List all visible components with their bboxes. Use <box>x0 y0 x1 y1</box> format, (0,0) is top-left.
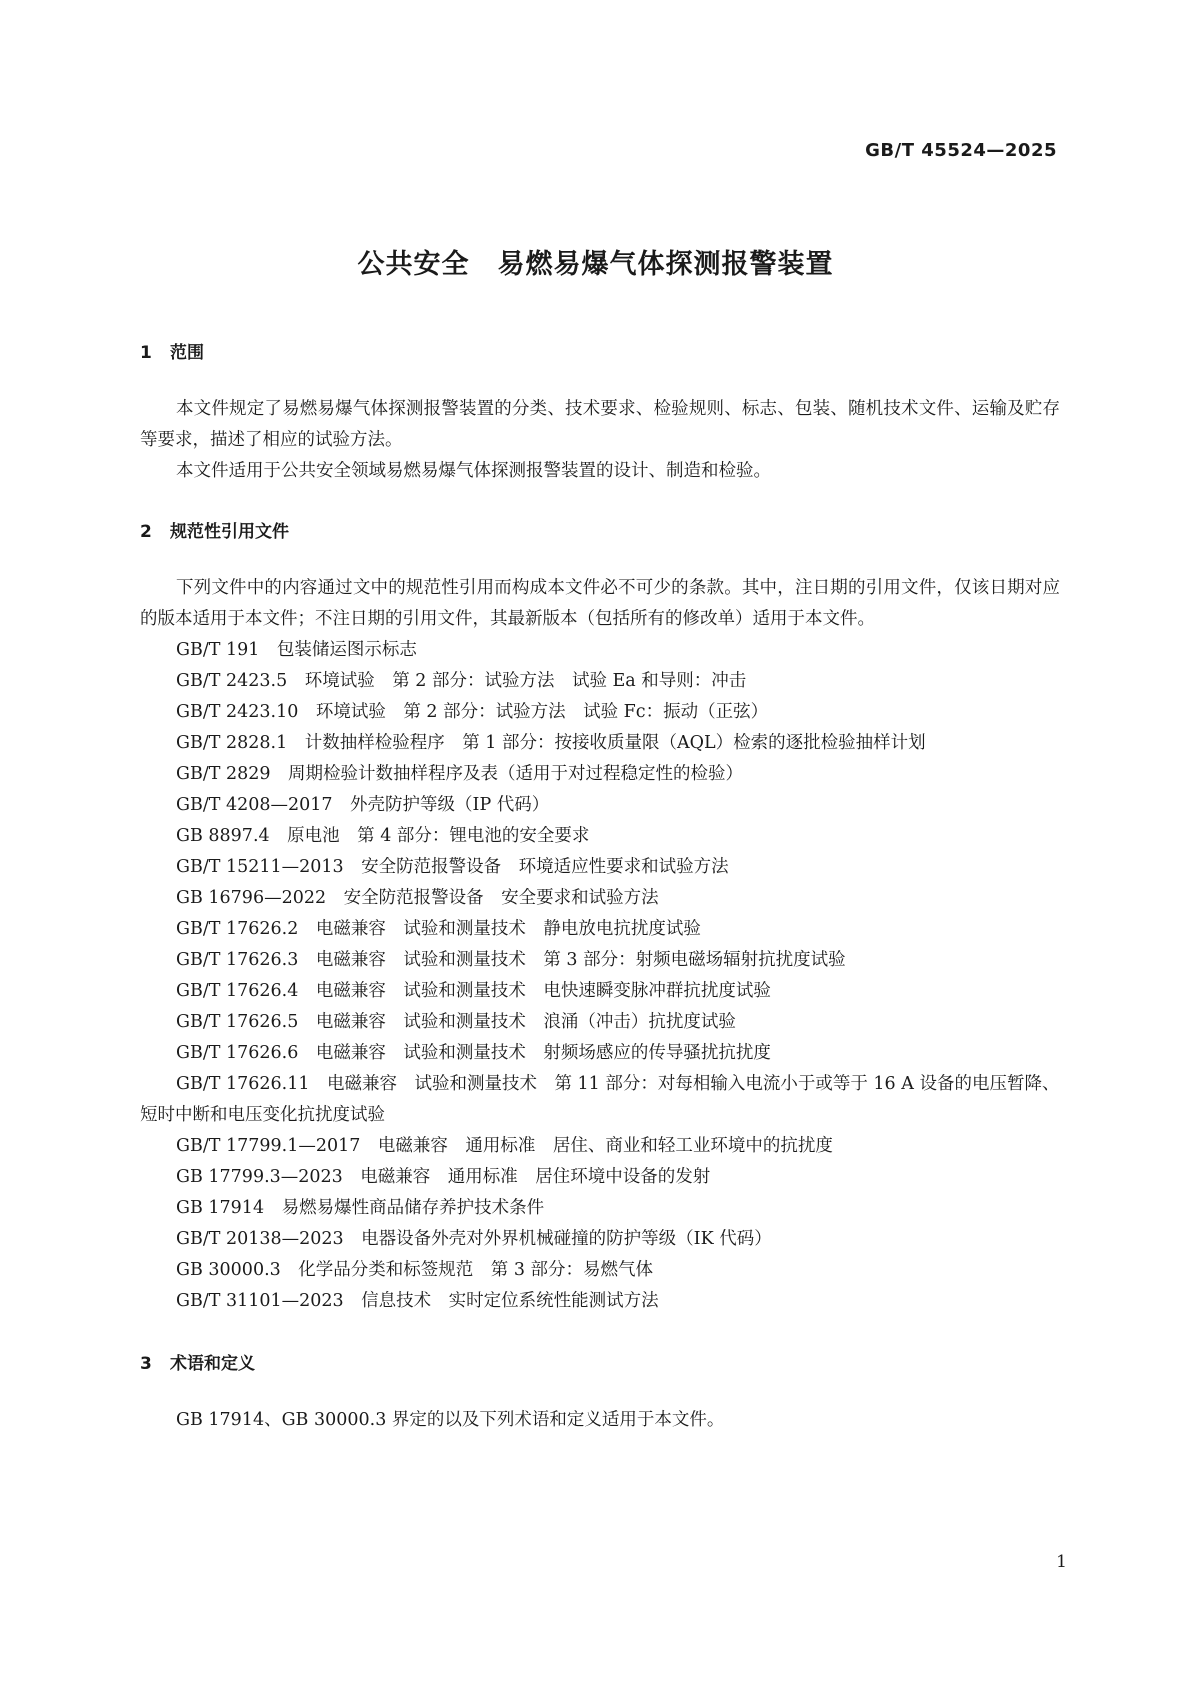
reference-item: GB 17799.3—2023 电磁兼容 通用标准 居住环境中设备的发射 <box>176 1167 711 1187</box>
paragraph: GB 17914、GB 30000.3 界定的以及下列术语和定义适用于本文件。 <box>176 1410 725 1430</box>
section-number: 1 <box>140 343 152 363</box>
reference-item: GB/T 20138—2023 电器设备外壳对外界机械碰撞的防护等级（IK 代码） <box>176 1229 772 1249</box>
paragraph: 本文件适用于公共安全领域易燃易爆气体探测报警装置的设计、制造和检验。 <box>176 461 771 481</box>
reference-item: GB/T 17626.2 电磁兼容 试验和测量技术 静电放电抗扰度试验 <box>176 919 701 939</box>
document-code: GB/T 45524—2025 <box>865 140 1057 161</box>
section-number: 2 <box>140 522 152 542</box>
reference-item: GB/T 2423.10 环境试验 第 2 部分：试验方法 试验 Fc：振动（正弦） <box>176 702 769 722</box>
reference-item: GB/T 17626.4 电磁兼容 试验和测量技术 电快速瞬变脉冲群抗扰度试验 <box>176 981 771 1001</box>
section-title: 规范性引用文件 <box>170 522 289 542</box>
reference-item: GB/T 2423.5 环境试验 第 2 部分：试验方法 试验 Ea 和导则：冲击 <box>176 671 747 691</box>
reference-item: GB/T 17626.5 电磁兼容 试验和测量技术 浪涌（冲击）抗扰度试验 <box>176 1012 736 1032</box>
section-title: 术语和定义 <box>170 1354 255 1374</box>
page-number: 1 <box>1056 1552 1067 1572</box>
paragraph: 本文件规定了易燃易爆气体探测报警装置的分类、技术要求、检验规则、标志、包装、随机技术文件、运输及贮存等要求，描述了相应的试验方法。 <box>140 399 1060 450</box>
section-1-heading <box>140 340 1060 366</box>
reference-item: GB/T 31101—2023 信息技术 实时定位系统性能测试方法 <box>176 1291 659 1311</box>
reference-item: GB/T 17626.6 电磁兼容 试验和测量技术 射频场感应的传导骚扰抗扰度 <box>176 1043 771 1063</box>
reference-item: GB 30000.3 化学品分类和标签规范 第 3 部分：易燃气体 <box>176 1260 654 1280</box>
section-number: 3 <box>140 1354 152 1374</box>
reference-item: GB 8897.4 原电池 第 4 部分：锂电池的安全要求 <box>176 826 590 846</box>
section-title: 范围 <box>170 343 204 363</box>
section-2-heading <box>140 519 1060 545</box>
reference-item: GB/T 17626.11 电磁兼容 试验和测量技术 第 11 部分：对每相输入电流小于或等于 16 A 设备的电压暂降、短时中断和电压变化抗扰度试验 <box>140 1074 1060 1125</box>
reference-item: GB/T 191 包装储运图示标志 <box>176 640 417 660</box>
reference-item: GB 17914 易燃易爆性商品储存养护技术条件 <box>176 1198 545 1218</box>
reference-item: GB 16796—2022 安全防范报警设备 安全要求和试验方法 <box>176 888 659 908</box>
reference-item: GB/T 2829 周期检验计数抽样程序及表（适用于对过程稳定性的检验） <box>176 764 744 784</box>
reference-item: GB/T 17626.3 电磁兼容 试验和测量技术 第 3 部分：射频电磁场辐射抗扰度试验 <box>176 950 846 970</box>
document-body <box>140 340 1060 1436</box>
section-3-heading <box>140 1351 1060 1377</box>
reference-item: GB/T 15211—2013 安全防范报警设备 环境适应性要求和试验方法 <box>176 857 729 877</box>
document-title: 公共安全 易燃易爆气体探测报警装置 <box>357 249 834 280</box>
reference-item: GB/T 2828.1 计数抽样检验程序 第 1 部分：按接收质量限（AQL）检索的逐批检验抽样计划 <box>176 733 926 753</box>
reference-item: GB/T 17799.1—2017 电磁兼容 通用标准 居住、商业和轻工业环境中的抗扰度 <box>176 1136 833 1156</box>
paragraph: 下列文件中的内容通过文中的规范性引用而构成本文件必不可少的条款。其中，注日期的引用文件，仅该日期对应的版本适用于本文件；不注日期的引用文件，其最新版本（包括所有的修改单）适用于本文件。 <box>140 578 1060 629</box>
reference-item: GB/T 4208—2017 外壳防护等级（IP 代码） <box>176 795 550 815</box>
